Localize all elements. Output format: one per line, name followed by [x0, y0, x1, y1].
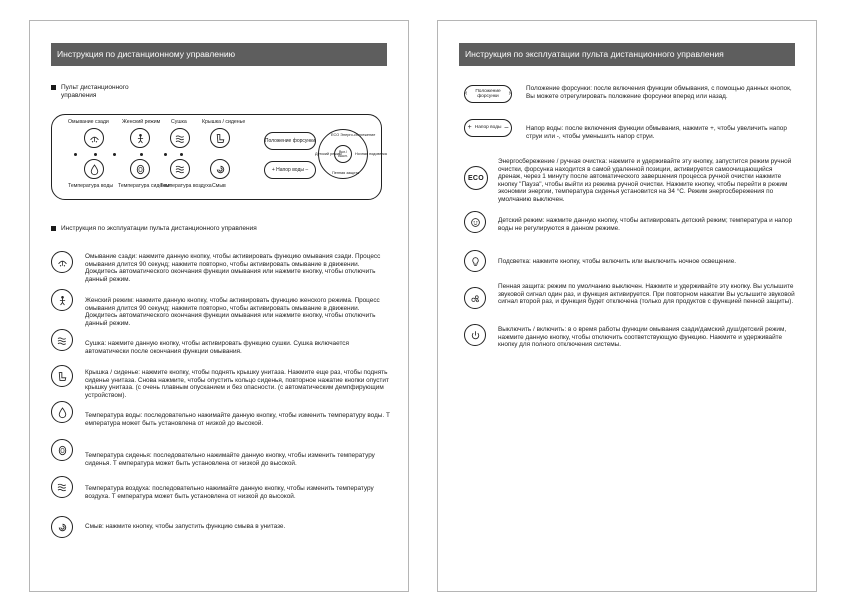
power-description: Выключить / включить: в о время работы функции омывания сзади/дамский душ/детский режим, нажмите данную кнопку, чтобы отключить соответствующую функцию. Нажмите и удерживайте кнопку для полного отключения системы. — [498, 326, 787, 349]
indicator-dot — [74, 153, 77, 156]
lid-seat-icon — [214, 132, 227, 145]
chevron-left-icon: ‹ — [465, 90, 468, 98]
rear-wash-label: Омывание сзади — [68, 119, 109, 125]
right-page-banner: Инструкция по эксплуатации пульта дистанционного управления — [459, 43, 795, 66]
air-temp-description: Температура воздуха: последовательно нажимайте данную кнопку, чтобы изменить температуру воздуха. Т емпература может быть установлена от низкой до высокой. — [85, 485, 374, 500]
water-temp-label: Температура воды — [68, 183, 114, 189]
indicator-dot — [113, 153, 116, 156]
dry-icon — [174, 132, 187, 145]
dry-label: Сушка — [171, 119, 187, 125]
plus-icon: + — [467, 124, 472, 132]
flush-label: Смыв — [212, 183, 226, 189]
foam-shield-icon — [464, 287, 486, 309]
lid-seat-description: Крышка / сиденье: нажмите кнопку, чтобы поднять крышку унитаза. Нажмите еще раз, чтобы поднять сиденье унитаза. Снова нажмите, чтобы опустить кольцо сиденья, повторное нажатие кнопки опустит крышку унитаза. (с очень плавным опусканием и без опасности. (с автоматическим демпфирующим устройством). — [85, 369, 389, 399]
water-temp-icon — [88, 163, 101, 176]
mode-dial — [315, 129, 387, 179]
child-mode-icon — [464, 211, 486, 233]
dial-eco-label[interactable]: ECO Энерго-сбережение — [331, 133, 376, 137]
foam-shield-description: Пенная защита: режим по умолчанию выключен. Нажмите и удерживайте эту кнопку. Вы услышите звуковой сигнал один раз, и функция активируется. При повторном нажатии Вы услышите звуковой сигнал второй раз, и функция будет отключена (только для продуктов с функцией пенной защиты). — [498, 283, 795, 306]
night-light-description: Подсветка: нажмите кнопку, чтобы включить или выключить ночное освещение. — [498, 258, 737, 265]
seat-temp-label: Температура сиденья — [118, 183, 171, 189]
rear-wash-icon — [88, 132, 101, 145]
left-page — [29, 20, 409, 592]
left-page-banner: Инструкция по дистанционному управлению — [51, 43, 387, 66]
water-temp-description: Температура воды: последовательно нажимайте данную кнопку, чтобы изменить температуру воды. Т емпература может быть установлена от низкой до высокой. — [85, 412, 390, 427]
dial-foam-label[interactable]: Пенная защита — [332, 171, 360, 175]
nozzle-position-description: Положение форсунки: после включения функции обмывания, с помощью данных кнопок, Вы можете отрегулировать положение форсунки вперед или назад. — [526, 85, 792, 100]
flush-description: Смыв: нажмите кнопку, чтобы запустить функцию смыва в унитазе. — [85, 523, 286, 530]
section-heading: Инструкция по эксплуатации пульта дистанционного управления — [51, 225, 351, 233]
air-temp-icon — [174, 163, 187, 176]
bullet-square-icon — [51, 226, 56, 231]
bullet-square-icon — [51, 85, 56, 90]
nozzle-position-icon: ‹ Положение форсунки › — [464, 85, 512, 103]
water-temp-icon — [51, 401, 73, 423]
lady-wash-label: Женский режим — [122, 119, 161, 125]
water-pressure-description: Напор воды: после включения функции обмывания, нажмите +, чтобы увеличить напор струи или -, чтобы уменьшить напор струи. — [526, 125, 787, 140]
air-temp-icon — [51, 476, 73, 498]
night-light-icon — [464, 250, 486, 272]
indicator-dot — [164, 153, 167, 156]
lid-seat-icon — [51, 365, 73, 387]
nozzle-position-pill[interactable] — [264, 132, 316, 150]
seat-temp-description: Температура сиденья: последовательно нажимайте данную кнопку, чтобы изменить температуру сиденья. Т емпература может быть установлена от низкой до высокой. — [85, 452, 375, 467]
indicator-dot — [140, 153, 143, 156]
indicator-dot — [180, 153, 183, 156]
eco-icon: ECO — [464, 166, 488, 190]
plus-icon: + — [271, 167, 277, 173]
dry-icon — [51, 329, 73, 351]
flush-icon — [214, 163, 227, 176]
remote-control-panel — [51, 114, 387, 200]
flush-icon — [51, 516, 73, 538]
lady-wash-icon — [134, 132, 147, 145]
water-pressure-icon: + Напор воды – — [464, 119, 512, 137]
rear-wash-icon — [51, 251, 73, 273]
seat-temp-icon — [134, 163, 147, 176]
air-temp-button[interactable] — [170, 159, 190, 179]
water-temp-button[interactable] — [84, 159, 104, 179]
child-mode-description: Детский режим: нажмите данную кнопку, чтобы активировать детский режим; температура и напор воды не регулируются в данном режиме. — [498, 217, 793, 232]
lid-seat-button[interactable] — [210, 128, 230, 148]
lid-label: Крышка / сиденье — [202, 119, 246, 125]
dial-night-label[interactable]: Ночная подсветка — [355, 152, 387, 156]
seat-temp-button[interactable] — [130, 159, 150, 179]
water-pressure-label: Напор воды — [276, 167, 304, 173]
rear-wash-button[interactable] — [84, 128, 104, 148]
dry-button[interactable] — [170, 128, 190, 148]
air-temp-label: Температура воздуха — [160, 183, 212, 189]
right-page — [437, 20, 817, 592]
chevron-right-icon: › — [508, 90, 511, 98]
minus-icon: – — [504, 124, 509, 132]
power-button[interactable]: Вкл./ Выкл. — [334, 145, 352, 163]
water-pressure-pill[interactable] — [264, 161, 316, 179]
indicator-dot — [94, 153, 97, 156]
lady-wash-button[interactable] — [130, 128, 150, 148]
power-icon — [464, 324, 486, 346]
eco-description: Энергосбережение / ручная очистка: нажмите и удерживайте эту кнопку, запустится режим ручной очистки, форсунка находится в самой удаленной позиции, активируется самоочищающийся дренаж, через 1 минуту после автоматического завершения процесса ручной очистки нажмите кнопку "Пауза", чтобы выйти из режима ручной очистки. Нажмите кнопку, чтобы перейти в режим экономии энергии, температура сиденья установится на 34 °С. Режим энергосбережения по умолчанию выключен. — [498, 158, 792, 203]
rear-wash-description: Омывание сзади: нажмите данную кнопку, чтобы активировать функцию омывания сзади. Процесс омывания длится 90 секунд; нажмите повторно, чтобы активировать омывание в движении. Дождитесь автоматического окончания функции омывания или нажмите кнопку, чтобы отключить данный режим. — [85, 253, 381, 283]
seat-temp-icon — [51, 439, 73, 461]
lady-wash-description: Женский режим: нажмите данную кнопку, чтобы активировать функцию женского режима. Процесс омывания длится 90 секунд; нажмите повторно, чтобы активировать омывание в движении. Дождитесь автоматического окончания функции омывания или нажмите кнопку, чтобы отключить данный режим. — [85, 297, 380, 327]
minus-icon: – — [303, 167, 309, 173]
nozzle-position-label: Положение форсунки — [264, 138, 316, 144]
flush-button[interactable] — [210, 159, 230, 179]
remote-heading: Пульт дистанционного управления — [51, 84, 161, 100]
dry-description: Сушка: нажмите данную кнопку, чтобы активировать функцию сушки. Сушка включается автоматически после окончания функции омывания. — [85, 340, 349, 355]
dial-child-label[interactable]: Детский режим — [315, 152, 342, 156]
lady-wash-icon — [51, 289, 73, 311]
